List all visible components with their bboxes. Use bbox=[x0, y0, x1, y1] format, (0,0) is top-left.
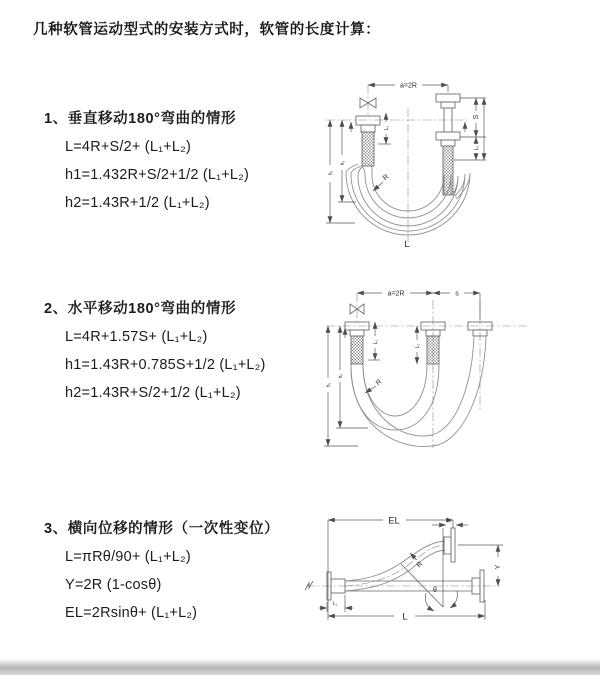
d2-dim-l2-label: L₂ bbox=[415, 343, 421, 349]
d2-dim-h2-label: h₂ bbox=[338, 373, 344, 379]
formula-h2: h2=1.43R+S/2+1/2 (L₁+L₂) bbox=[65, 385, 241, 401]
section-heading: 1、垂直移动180°弯曲的情形 bbox=[44, 111, 237, 127]
d1-dim-h1-label: h₁ bbox=[328, 170, 334, 176]
dimension-s bbox=[433, 291, 480, 321]
dimension-a-2r bbox=[357, 291, 433, 298]
formula-el: EL=2Rsinθ+ (L₁+L₂) bbox=[65, 605, 198, 621]
right-flange-fitting bbox=[436, 94, 460, 195]
d1-dim-l1-label: L₁ bbox=[384, 125, 390, 131]
d2-dim-h1-label: h₁ bbox=[326, 382, 332, 388]
formula-length: L=4R+S/2+ (L₁+L₂) bbox=[65, 139, 191, 155]
diagram-horizontal-180-bend bbox=[312, 280, 557, 458]
d2-radius-label: R bbox=[374, 378, 384, 388]
formula-length: L=4R+1.57S+ (L₁+L₂) bbox=[65, 329, 208, 345]
hose-displaced-position bbox=[351, 337, 486, 447]
formula-h2: h2=1.43R+1/2 (L₁+L₂) bbox=[65, 195, 210, 211]
hose-original-position bbox=[351, 364, 439, 430]
dimension-l2 bbox=[415, 326, 421, 364]
angle-construction bbox=[401, 528, 457, 611]
radius-callout bbox=[410, 553, 424, 569]
formula-h1: h1=1.43R+0.785S+1/2 (L₁+L₂) bbox=[65, 357, 266, 373]
diagram-lateral-displacement bbox=[298, 500, 563, 642]
d1-dim-h2-label: h₂ bbox=[340, 160, 346, 166]
d3-radius-label: R bbox=[415, 560, 425, 570]
dimension-y bbox=[458, 545, 503, 586]
formula-h1: h1=1.432R+S/2+1/2 (L₁+L₂) bbox=[65, 167, 250, 183]
section-heading: 3、横向位移的情形（一次性变位） bbox=[44, 521, 280, 537]
d1-dim-s-label: S bbox=[473, 114, 480, 120]
d3-dim-l-label: L bbox=[402, 611, 408, 623]
d3-angle-label: θ bbox=[433, 587, 437, 594]
d1-radius-label: R bbox=[381, 173, 391, 183]
formula-y: Y=2R (1-cosθ) bbox=[65, 577, 162, 593]
left-flange-fitting bbox=[345, 322, 369, 364]
radius-callout bbox=[365, 379, 383, 393]
left-flange-fitting bbox=[356, 116, 380, 166]
page-title: 几种软管运动型式的安装方式时，软管的长度计算： bbox=[33, 22, 381, 38]
d1-length-label: L bbox=[404, 239, 410, 250]
diagram-vertical-180-bend bbox=[298, 70, 543, 265]
d1-dim-l2-label: L₂ bbox=[474, 145, 480, 151]
hose-s-curve bbox=[345, 541, 445, 591]
d1-dim-a-label: a=2R bbox=[400, 82, 417, 90]
d3-dim-l1-label: L₁ bbox=[332, 601, 338, 607]
dimension-l1 bbox=[368, 322, 380, 360]
d3-dim-y-label: Y bbox=[495, 564, 502, 570]
centerline-break bbox=[305, 581, 313, 590]
section-heading: 2、水平移动180°弯曲的情形 bbox=[44, 301, 237, 317]
centerlines bbox=[305, 545, 500, 590]
section-vertical-movement bbox=[44, 107, 249, 223]
formula-length: L=πRθ/90+ (L₁+L₂) bbox=[65, 549, 191, 565]
dimension-a-2r bbox=[368, 83, 448, 93]
radius-callout bbox=[373, 174, 390, 191]
dimension-l2 bbox=[432, 518, 468, 525]
d2-dim-l1-label: L₁ bbox=[373, 339, 379, 345]
section-horizontal-movement bbox=[44, 297, 266, 413]
section-lateral-displacement bbox=[44, 517, 279, 633]
d2-dim-s-label: s bbox=[455, 290, 459, 298]
dimension-l bbox=[328, 600, 485, 623]
dimension-l1 bbox=[319, 595, 353, 612]
upper-right-flange-fitting bbox=[444, 528, 455, 562]
dimension-el bbox=[328, 516, 453, 621]
dimension-s-l2 bbox=[454, 98, 486, 160]
d2-dim-a-label: a=2R bbox=[387, 290, 405, 298]
d3-dim-l2-label: L₂ bbox=[446, 518, 452, 524]
d3-dim-el-label: EL bbox=[388, 515, 400, 527]
scan-edge-shadow bbox=[0, 659, 600, 675]
